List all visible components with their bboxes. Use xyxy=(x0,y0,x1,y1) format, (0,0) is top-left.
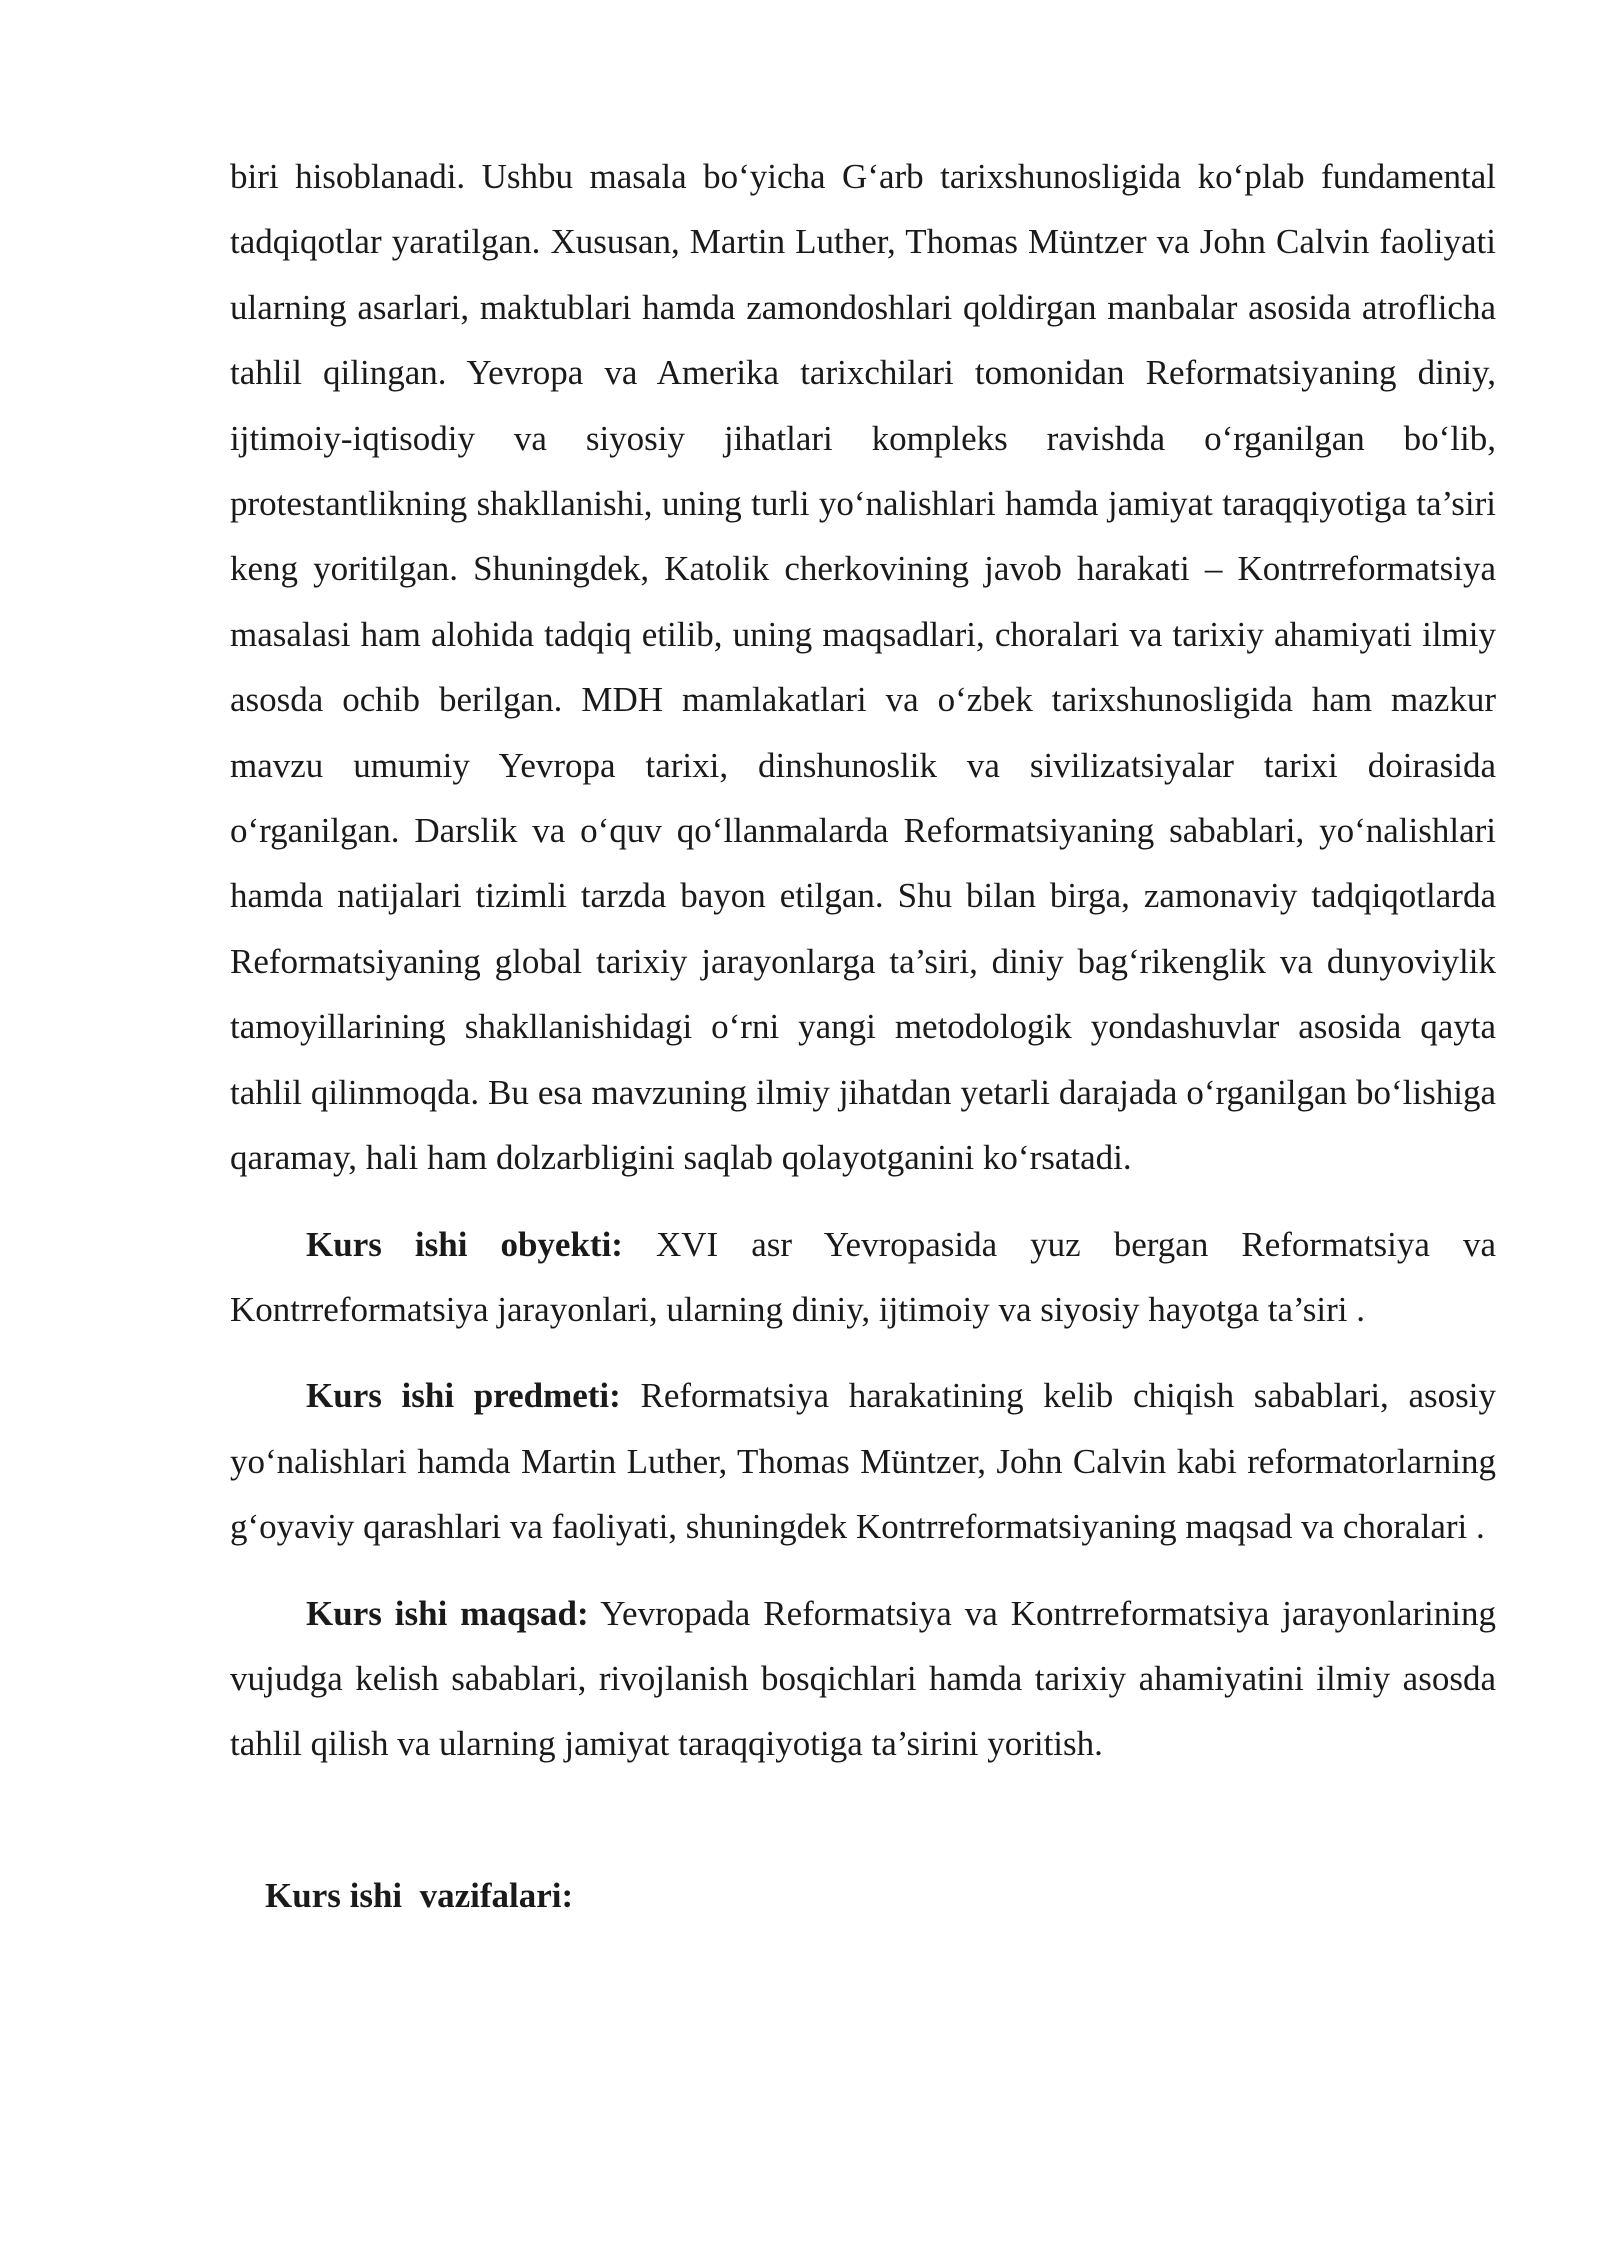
course-subject-label: Kurs ishi predmeti: xyxy=(306,1376,621,1416)
document-page xyxy=(230,144,1496,1994)
course-goal-label: Kurs ishi maqsad: xyxy=(306,1593,589,1633)
paragraph-text: biri hisoblanadi. Ushbu masala bo‘yicha G‘arb tarixshunosligida ko‘plab fundamental tadqiqotlar yaratilgan. Xususan, Martin Luther, Thomas Müntzer va John Calvin faoliyati ularning asarlari, maktublari hamda zamondoshlari qoldirgan manbalar asosida atroflicha tahlil qilingan. Yevropa va Amerika tarixchilari tomonidan Reformatsiyaning diniy, ijtimoiy-iqtisodiy va siyosiy jihatlari kompleks ravishda o‘rganilgan bo‘lib, protestantlikning shakllanishi, uning turli yo‘nalishlari hamda jamiyat taraqqiyotiga ta’siri keng yoritilgan. Shuningdek, Katolik cherkovining javob harakati – Kontrreformatsiya masalasi ham alohida tadqiq etilib, uning maqsadlari, choralari va tarixiy ahamiyati ilmiy asosda ochib berilgan. MDH mamlakatlari va o‘zbek tarixshunosligida ham mazkur mavzu umumiy Yevropa tarixi, dinshunoslik va sivilizatsiyalar tarixi doirasida o‘rganilgan. Darslik va o‘quv qo‘llanmalarda Reformatsiyaning sabablari, yo‘nalishlari hamda natijalari tizimli tarzda bayon etilgan. Shu bilan birga, zamonaviy tadqiqotlarda Reformatsiyaning global tarixiy jarayonlarga ta’siri, diniy bag‘rikenglik va dunyoviylik tamoyillarining shakllanishidagi o‘rni yangi metodologik yondashuvlar asosida qayta tahlil qilinmoqda. Bu esa mavzuning ilmiy jihatdan yetarli darajada o‘rganilgan bo‘lishiga qaramay, hali ham dolzarbligini saqlab qolayotganini ko‘rsatadi. xyxy=(230,157,1496,1178)
course-object-text: XVI asr Yevropasida yuz bergan Reformatsiya va Kontrreformatsiya jarayonlari, ularning diniy, ijtimoiy va siyosiy hayotga ta’siri . xyxy=(230,1224,1496,1329)
historiography-paragraph xyxy=(230,144,1496,1191)
course-goal-text: Yevropada Reformatsiya va Kontrreformatsiya jarayonlarining vujudga kelish sabablari, rivojlanish bosqichlari hamda tarixiy ahamiyatini ilmiy asosda tahlil qilish va ularning jamiyat taraqqiyotiga ta’sirini yoritish. xyxy=(230,1593,1496,1764)
course-object-label: Kurs ishi obyekti: xyxy=(306,1224,623,1264)
course-tasks-label: Kurs ishi vazifalari: xyxy=(265,1876,574,1916)
course-subject-text: Reformatsiya harakatining kelib chiqish sabablari, asosiy yo‘nalishlari hamda Martin Luther, Thomas Müntzer, John Calvin kabi reformatorlarning g‘oyaviy qarashlari va faoliyati, shuningdek Kontrreformatsiyaning maqsad va choralari . xyxy=(230,1376,1496,1547)
course-goal-paragraph xyxy=(230,1581,1496,1777)
course-subject-paragraph xyxy=(230,1363,1496,1559)
course-tasks-paragraph xyxy=(230,1798,1496,1994)
course-object-paragraph xyxy=(230,1212,1496,1343)
